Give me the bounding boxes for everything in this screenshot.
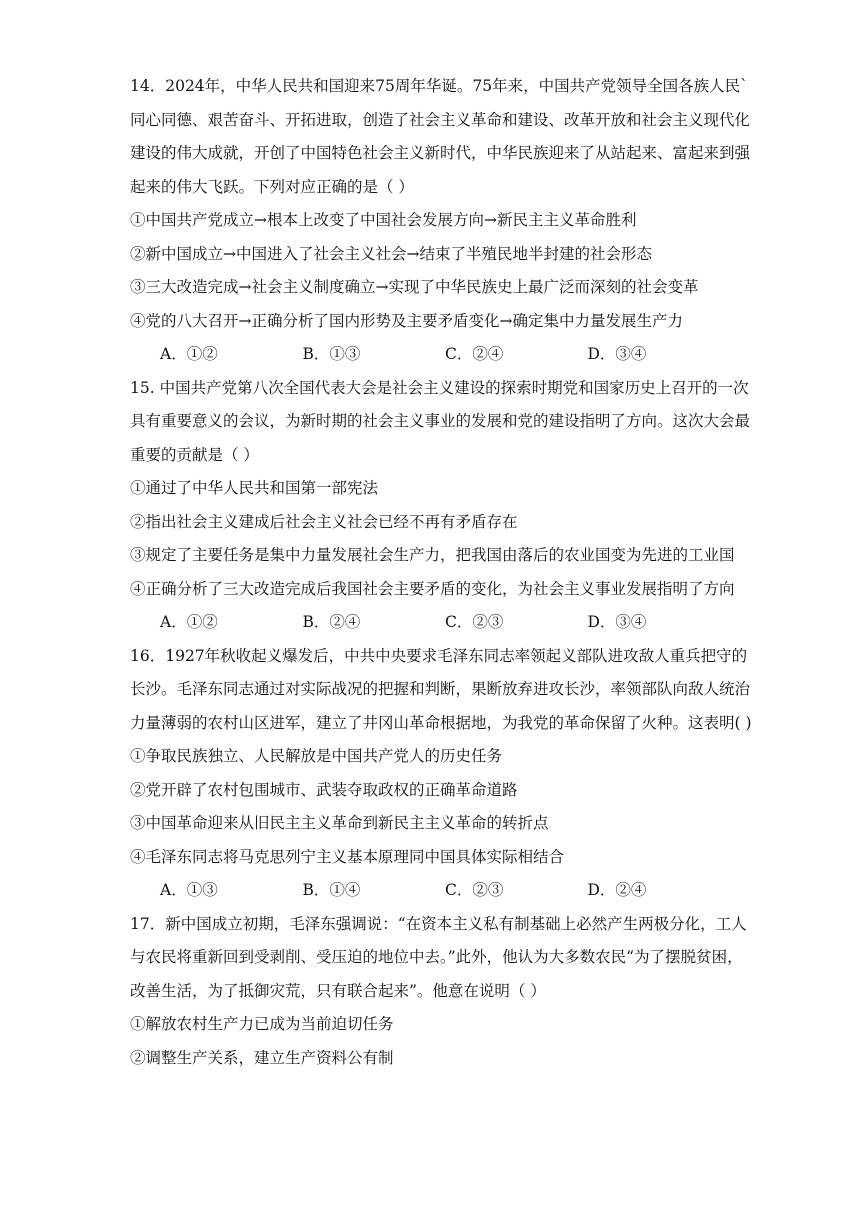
statement: ④党的八大召开→正确分析了国内形势及主要矛盾变化→确定集中力量发展生产力: [130, 311, 683, 330]
question-stem-line: 16．1927年秋收起义爆发后，中共中央要求毛泽东同志率领起义部队进攻敌人重兵把守的: [130, 646, 748, 665]
option-d[interactable]: D．③④: [587, 345, 647, 363]
answer-options: [130, 338, 730, 372]
option-a[interactable]: A．①②: [160, 613, 218, 631]
statement: ①争取民族独立、人民解放是中国共产党人的历史任务: [130, 747, 503, 765]
statement: ③中国革命迎来从旧民主主义革命到新民主主义革命的转折点: [130, 814, 549, 832]
question-stem-line: 14．2024年，中华人民共和国迎来75周年华诞。75年来，中国共产党领导全国各族人民`: [130, 77, 748, 95]
answer-options: [130, 606, 730, 640]
question-stem-line: 17．新中国成立初期，毛泽东强调说：“在资本主义私有制基础上必然产生两极分化，工人: [130, 914, 747, 933]
question-stem-line: 力量薄弱的农村山区进军，建立了井冈山革命根据地，为我党的革命保留了火种。这表明( ): [130, 713, 752, 732]
option-d[interactable]: D．③④: [587, 613, 647, 631]
statement: ②党开辟了农村包围城市、武装夺取政权的正确革命道路: [130, 780, 518, 799]
statement: ③规定了主要任务是集中力量发展社会生产力，把我国由落后的农业国变为先进的工业国: [130, 546, 735, 564]
option-b[interactable]: B．②④: [302, 613, 361, 631]
question-stem-line: 15. 中国共产党第八次全国代表大会是社会主义建设的探索时期党和国家历史上召开的一次: [130, 378, 749, 397]
option-b[interactable]: B．①④: [302, 881, 361, 899]
option-a[interactable]: A．①②: [160, 345, 218, 363]
statement: ①通过了中华人民共和国第一部宪法: [130, 479, 379, 497]
answer-options: [130, 874, 730, 908]
statement: ②调整生产关系，建立生产资料公有制: [130, 1048, 394, 1067]
statement: ①解放农村生产力已成为当前迫切任务: [130, 1015, 394, 1033]
question-16: [130, 640, 752, 908]
question-stem-line: 长沙。毛泽东同志通过对实际战况的把握和判断，果断放弃进攻长沙，率领部队向敌人统治: [130, 680, 751, 698]
question-stem-line: 重要的贡献是（ ）: [130, 445, 259, 464]
option-c[interactable]: C．②④: [445, 345, 504, 363]
question-stem-line: 具有重要意义的会议，为新时期的社会主义事业的发展和党的建设指明了方向。这次大会最: [130, 412, 751, 430]
question-15: [130, 372, 751, 640]
statement: ②指出社会主义建成后社会主义社会已经不再有矛盾存在: [130, 512, 518, 531]
question-stem-line: 与农民将重新回到受剥削、受压迫的地位中去。”此外，他认为大多数农民“为了摆脱贫困，: [130, 948, 743, 966]
statement: ④毛泽东同志将马克思列宁主义基本原理同中国具体实际相结合: [130, 847, 565, 866]
question-17: [130, 908, 747, 1076]
question-stem-line: 改善生活，为了抵御灾荒，只有联合起来”。他意在说明（ ）: [130, 981, 546, 1000]
statement: ③三大改造完成→社会主义制度确立→实现了中华民族史上最广泛而深刻的社会变革: [130, 278, 699, 296]
option-c[interactable]: C．②③: [445, 881, 504, 899]
option-b[interactable]: B．①③: [302, 345, 361, 363]
question-14: [130, 70, 751, 372]
statement: ④正确分析了三大改造完成后我国社会主要矛盾的变化，为社会主义事业发展指明了方向: [130, 579, 735, 598]
exam-page: [130, 70, 752, 1075]
question-stem-line: 起来的伟大飞跃。下列对应正确的是（ ）: [130, 177, 414, 196]
statement: ②新中国成立→中国进入了社会主义社会→结束了半殖民地半封建的社会形态: [130, 244, 652, 263]
option-d[interactable]: D．②④: [587, 881, 647, 899]
option-a[interactable]: A．①③: [160, 881, 218, 899]
option-c[interactable]: C．②③: [445, 613, 504, 631]
question-stem-line: 同心同德、艰苦奋斗、开拓进取，创造了社会主义革命和建设、改革开放和社会主义现代化: [130, 110, 751, 129]
statement: ①中国共产党成立→根本上改变了中国社会发展方向→新民主主义革命胜利: [130, 211, 637, 229]
question-stem-line: 建设的伟大成就，开创了中国特色社会主义新时代，中华民族迎来了从站起来、富起来到强: [130, 144, 751, 162]
